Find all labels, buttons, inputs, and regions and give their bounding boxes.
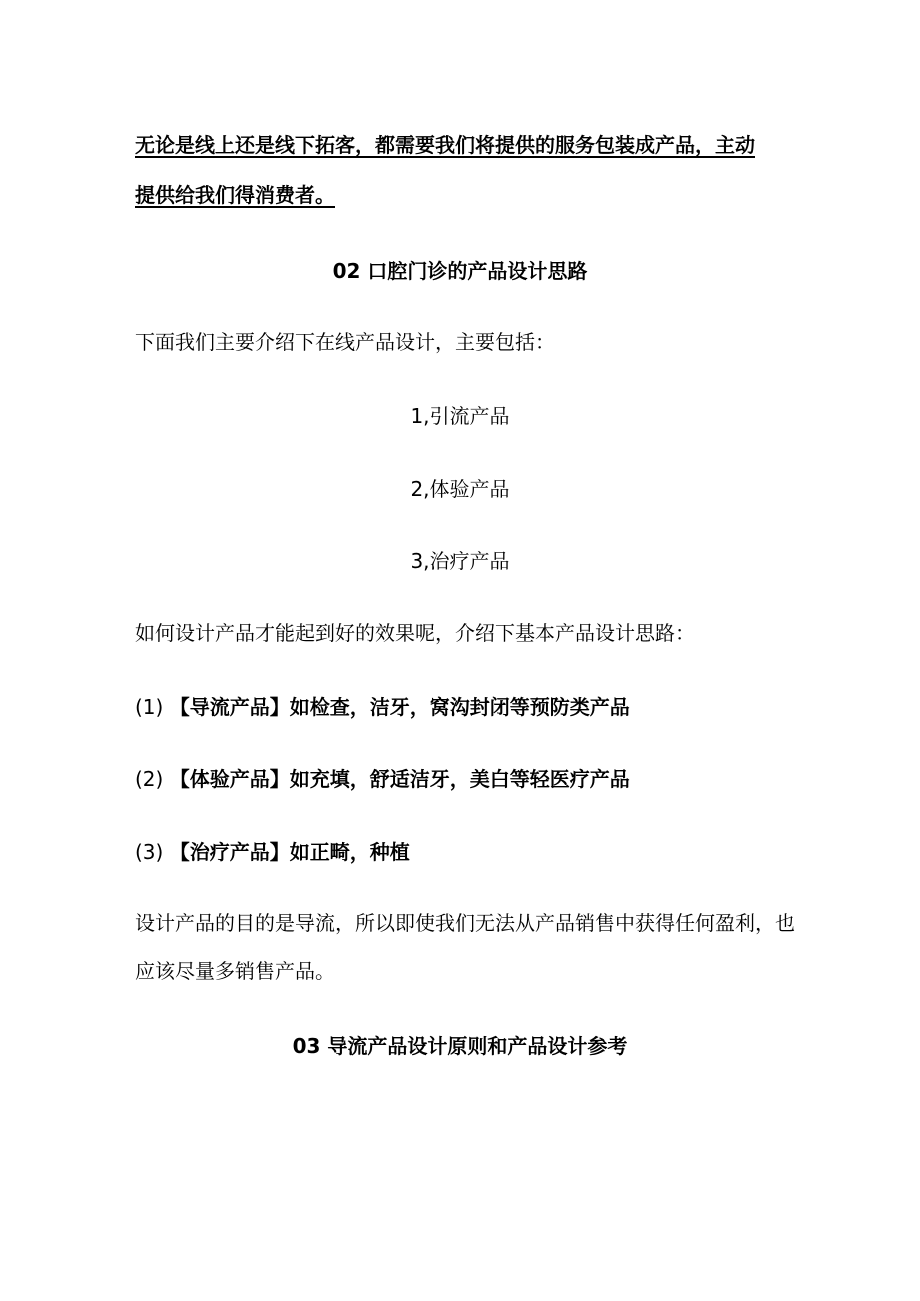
- list-item-2-text: 【体验产品】如充填，舒适洁牙，美白等轻医疗产品: [169, 767, 630, 791]
- list-item-1: [135, 694, 630, 720]
- product-item-3: 3,治疗产品: [410, 549, 510, 573]
- purpose-line-1: 设计产品的目的是导流，所以即使我们无法从产品销售中获得任何盈利，也: [135, 911, 795, 935]
- list-item-3: [135, 839, 410, 865]
- intro-line-2: 提供给我们得消费者。: [135, 183, 335, 207]
- intro-line-1: 无论是线上还是线下拓客，都需要我们将提供的服务包装成产品，主动: [135, 133, 755, 157]
- list-item-3-number: (3): [135, 840, 164, 864]
- purpose-line-2: 应该尽量多销售产品。: [135, 959, 335, 983]
- section-03-heading: 03 导流产品设计原则和产品设计参考: [292, 1034, 628, 1058]
- list-item-1-text: 【导流产品】如检查，洁牙，窝沟封闭等预防类产品: [169, 695, 630, 719]
- product-item-1: 1,引流产品: [410, 404, 510, 428]
- product-item-2: 2,体验产品: [410, 477, 510, 501]
- section-02-heading: 02 口腔门诊的产品设计思路: [332, 259, 588, 283]
- list-item-3-text: 【治疗产品】如正畸，种植: [169, 840, 410, 864]
- list-item-2: [135, 766, 630, 792]
- list-item-2-number: (2): [135, 767, 164, 791]
- design-question: 如何设计产品才能起到好的效果呢，介绍下基本产品设计思路：: [135, 621, 695, 645]
- list-item-1-number: (1): [135, 695, 164, 719]
- section-02-lead: 下面我们主要介绍下在线产品设计，主要包括：: [135, 330, 555, 354]
